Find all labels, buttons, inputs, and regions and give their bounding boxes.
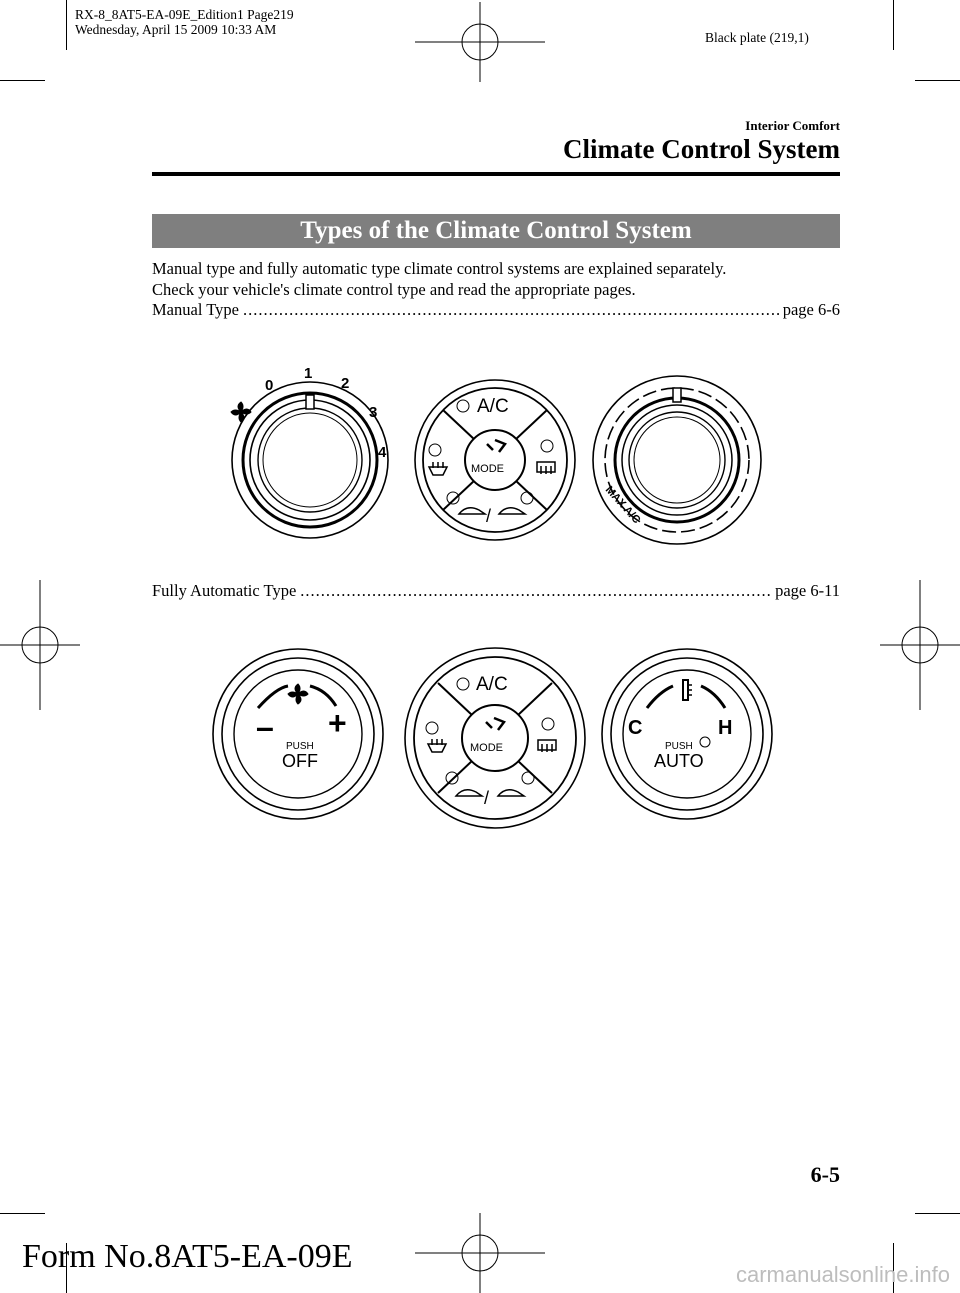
auto-ac-label: A/C — [476, 674, 508, 695]
auto-temperature-dial — [602, 649, 772, 819]
chapter-title: Climate Control System — [563, 134, 840, 164]
off-label: OFF — [282, 751, 318, 771]
toc-label: Manual Type — [152, 300, 239, 319]
auto-push-label: PUSH — [665, 741, 693, 752]
leader-dots — [300, 581, 771, 601]
max-ac-label: MAX A/C — [602, 483, 643, 527]
intro-line-2: Check your vehicle's climate control type and read the appropriate pages. — [152, 280, 636, 299]
toc-entry-manual — [152, 300, 840, 320]
date-line: Wednesday, April 15 2009 10:33 AM — [75, 22, 277, 37]
crop-mark — [0, 80, 45, 81]
svg-text:/: / — [486, 506, 492, 526]
recirculation-icon — [456, 788, 524, 808]
rear-defroster-icon — [537, 462, 555, 474]
windshield-defroster-icon — [428, 739, 446, 752]
intro-paragraph — [152, 258, 842, 300]
auto-mode-selector-panel — [405, 648, 585, 828]
mode-selector-panel — [415, 380, 575, 540]
fan-level-2: 2 — [341, 375, 350, 392]
manual-panel-illustration — [225, 362, 775, 557]
registration-mark-right — [880, 580, 960, 710]
ac-label: A/C — [477, 396, 509, 417]
print-metadata — [75, 7, 294, 37]
mode-label: MODE — [471, 463, 504, 475]
crop-mark — [893, 0, 894, 50]
push-label: PUSH — [286, 741, 314, 752]
toc-entry-auto — [152, 581, 840, 601]
auto-panel-illustration — [210, 636, 775, 836]
rear-defroster-icon — [538, 740, 556, 752]
file-line: RX-8_8AT5-EA-09E_Edition1 Page219 — [75, 7, 294, 22]
fan-level-1: 1 — [304, 365, 313, 382]
auto-mode-label: MODE — [470, 742, 503, 754]
registration-mark-left — [0, 580, 80, 710]
fan-speed-dial — [231, 365, 388, 538]
page-number: 6-5 — [810, 1162, 840, 1187]
windshield-defroster-icon — [429, 462, 447, 475]
registration-mark-top — [415, 2, 545, 82]
fan-level-0: 0 — [265, 377, 274, 394]
header-rule — [152, 172, 840, 176]
crop-mark — [915, 1213, 960, 1214]
toc-page: page 6-6 — [782, 300, 840, 319]
fan-icon — [231, 402, 251, 422]
fan-decrease-symbol: – — [256, 709, 274, 745]
watermark: carmanualsonline.info — [735, 1262, 950, 1287]
intro-line-1: Manual type and fully automatic type climate control systems are explained separately. — [152, 259, 727, 278]
page-heading: Types of the Climate Control System — [152, 214, 840, 248]
fan-level-4: 4 — [378, 444, 387, 461]
recirculation-icon — [459, 506, 525, 526]
crop-mark — [66, 0, 67, 50]
plate-label: Black plate (219,1) — [705, 30, 809, 45]
toc-label: Fully Automatic Type — [152, 581, 297, 600]
section-title: Interior Comfort — [745, 118, 840, 133]
thermometer-icon — [683, 680, 692, 700]
registration-mark-bottom — [415, 1213, 545, 1293]
svg-text:/: / — [484, 788, 490, 808]
cold-label: C — [628, 717, 643, 739]
form-number: Form No.8AT5-EA-09E — [22, 1238, 353, 1275]
hot-label: H — [718, 717, 733, 739]
crop-mark — [915, 80, 960, 81]
auto-fan-dial — [213, 649, 383, 819]
fan-icon — [288, 684, 308, 704]
fan-increase-symbol: + — [328, 705, 347, 741]
toc-page: page 6-11 — [775, 581, 840, 600]
fan-level-3: 3 — [369, 404, 378, 421]
auto-label: AUTO — [654, 751, 704, 771]
temperature-dial — [593, 376, 761, 544]
leader-dots — [243, 300, 779, 320]
crop-mark — [0, 1213, 45, 1214]
